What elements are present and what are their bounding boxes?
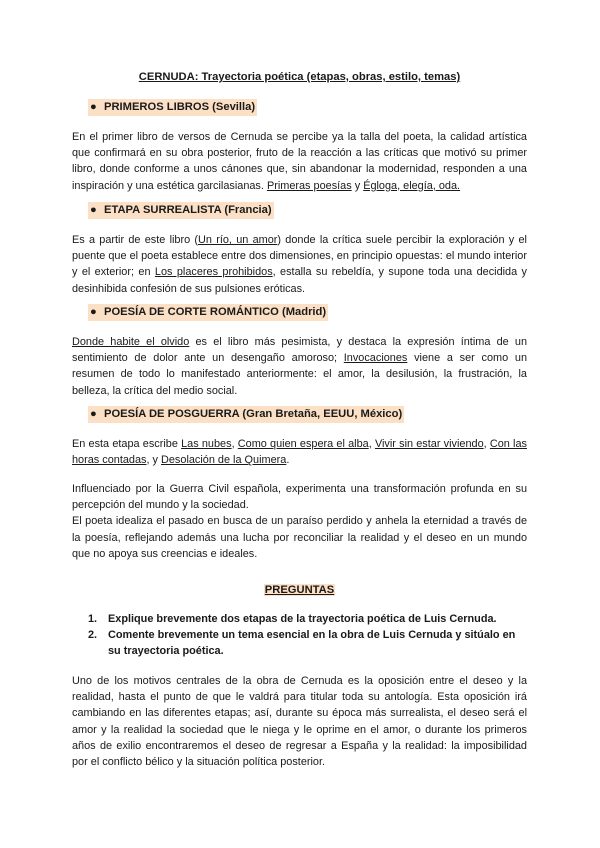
section-heading-posguerra xyxy=(88,406,404,423)
document-title: CERNUDA: Trayectoria poética (etapas, obras, estilo, temas) xyxy=(138,71,461,83)
work-title: Los placeres prohibidos xyxy=(154,266,273,279)
question-list xyxy=(88,611,527,660)
bullet-icon: ● xyxy=(90,408,97,420)
work-title: Desolación de la Quimera xyxy=(161,454,287,467)
question-item: 1. Explique brevemente dos etapas de la trayectoria poética de Luis Cernuda. xyxy=(88,613,497,625)
section-heading-primeros-libros xyxy=(88,99,257,116)
section-heading-label: ETAPA SURREALISTA (Francia) xyxy=(104,204,272,216)
paragraph-posguerra-influencia: Influenciado por la Guerra Civil española, experimenta una transformación profunda en su percepción del mundo y la sociedad. El poeta idealiza el pasado en busca de un paraíso perdido y anhela la eternidad a través de la poesía, reflejando además una lucha por reconciliar la realidad y el deseo en un mundo que no apoya sus creencias e ideales. xyxy=(72,483,527,560)
work-title: Invocaciones xyxy=(343,352,408,365)
bullet-icon: ● xyxy=(90,306,97,318)
section-heading-corte-romantico xyxy=(88,304,328,321)
work-title: Donde habite el olvido xyxy=(72,336,190,348)
preguntas-heading: PREGUNTAS xyxy=(264,584,335,596)
bullet-icon: ● xyxy=(90,101,97,113)
section-heading-etapa-surrealista xyxy=(88,202,274,219)
paragraph-posguerra-obras: En esta etapa escribe Las nubes, Como quien espera el alba, Vivir sin estar viviendo, Con las horas contadas, y Desolación de la Quimera. xyxy=(72,438,527,467)
section-heading-label: PRIMEROS LIBROS (Sevilla) xyxy=(104,101,256,113)
work-title: Égloga, elegía, oda. xyxy=(363,179,461,192)
work-title: Un río, un amor xyxy=(198,234,278,246)
work-title: Vivir sin estar viviendo xyxy=(374,438,484,450)
paragraph-answer: Uno de los motivos centrales de la obra de Cernuda es la oposición entre el deseo y la realidad, hasta el punto de que le valdrá para titular toda su antología. Esta oposición irá cambiando en las diferentes etapas; así, durante su época más surrealista, el deseo será el amor y la realidad la sociedad que le niega y le oprime en el amor, o durante los primeros años de exilio encontraremos el deseo de regresar a España y la realidad: la imposibilidad por el conflicto bélico y la situación política posterior. xyxy=(72,675,527,769)
work-title: Las nubes xyxy=(181,438,232,450)
work-title: Como quien espera el alba xyxy=(237,438,369,450)
paragraph-corte-romantico: Donde habite el olvido es el libro más pesimista, y destaca la expresión íntima de un sentimiento de dolor ante un desengaño amoroso; Invocaciones viene a ser como un resumen de todo lo manifestado anteriormente: el amor, la desilusión, la frustración, la belleza, la crítica del medio social. xyxy=(72,336,527,397)
section-heading-label: POESÍA DE POSGUERRA (Gran Bretaña, EEUU, México) xyxy=(104,408,403,420)
paragraph-etapa-surrealista: Es a partir de este libro (Un río, un amor) donde la crítica suele percibir la exploración y el puente que el poeta establece entre dos dimensiones, en principio opuestas: el mundo interior y el exterior; en Los placeres prohibidos, estalla su rebeldía, y supone toda una decidida y desinhibida confesión de sus pulsiones eróticas. xyxy=(72,234,527,295)
work-title: Con las horas contadas xyxy=(72,438,527,467)
work-title: Primeras poesías xyxy=(266,179,352,192)
question-item: 2. Comente brevemente un tema esencial en la obra de Luis Cernuda y sitúalo en su trayectoria poética. xyxy=(88,629,516,658)
section-heading-label: POESÍA DE CORTE ROMÁNTICO (Madrid) xyxy=(104,306,327,318)
paragraph-primeros-libros: En el primer libro de versos de Cernuda se percibe ya la talla del poeta, la calidad artística que confirmará en su obra posterior, fruto de la reacción a las críticas que motivó su primer libro, donde conforme a unos cánones que, sin abandonar la modernidad, responden a una inspiración y una estética garcilasianas. Primeras poesías y Égloga, elegía, oda. xyxy=(72,131,527,192)
bullet-icon: ● xyxy=(90,204,97,216)
